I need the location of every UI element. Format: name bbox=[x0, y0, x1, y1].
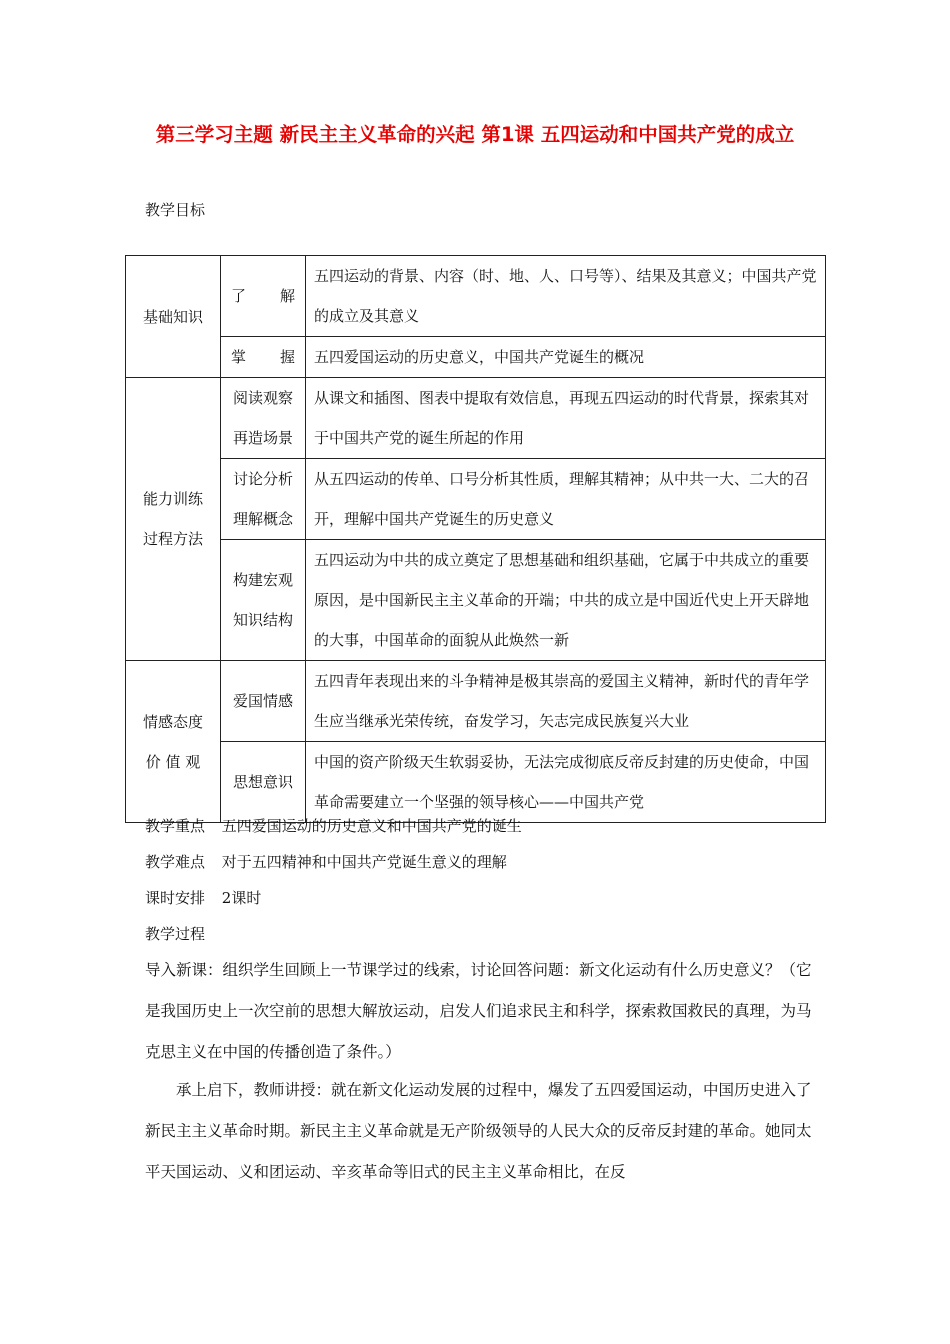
lecture-paragraph: 承上启下，教师讲授：就在新文化运动发展的过程中，爆发了五四爱国运动，中国历史进入了新民主主义革命时期。新民主主义革命就是无产阶级领导的人民大众的反帝反封建的革命。她同太平天国运动、义和团运动、辛亥革命等旧式的民主主义革命相比，在反 bbox=[145, 1081, 812, 1181]
category-basic: 基础知识 bbox=[126, 256, 221, 378]
schedule-label: 课时安排 bbox=[145, 889, 206, 907]
lesson-title: 第三学习主题 新民主主义革命的兴起 第1课 五四运动和中国共产党的成立 bbox=[155, 123, 795, 146]
schedule-line bbox=[145, 888, 261, 908]
difficult-point-text: 对于五四精神和中国共产党诞生意义的理解 bbox=[221, 853, 507, 871]
content-understand: 五四运动的背景、内容（时、地、人、口号等）、结果及其意义；中国共产党的成立及其意义 bbox=[306, 256, 826, 337]
table-row bbox=[126, 661, 826, 742]
content-patriotism: 五四青年表现出来的斗争精神是极其崇高的爱国主义精神，新时代的青年学生应当继承光荣传统，奋发学习，矢志完成民族复兴大业 bbox=[306, 661, 826, 742]
table-row bbox=[126, 742, 826, 823]
schedule-text: 2课时 bbox=[221, 889, 262, 907]
label-understand: 了 解 bbox=[221, 256, 306, 337]
key-point-line bbox=[145, 816, 522, 836]
content-knowledge-structure: 五四运动为中共的成立奠定了思想基础和组织基础，它属于中共成立的重要原因，是中国新民主主义革命的开端；中共的成立是中国近代史上开天辟地的大事，中国革命的面貌从此焕然一新 bbox=[306, 540, 826, 661]
label-ideology: 思想意识 bbox=[221, 742, 306, 823]
table-row bbox=[126, 378, 826, 459]
key-point-text: 五四爱国运动的历史意义和中国共产党的诞生 bbox=[221, 817, 522, 835]
table-row bbox=[126, 337, 826, 378]
label-discussion-analysis: 讨论分析 理解概念 bbox=[221, 459, 306, 540]
label-reading-observation: 阅读观察 再造场景 bbox=[221, 378, 306, 459]
label-knowledge-structure: 构建宏观 知识结构 bbox=[221, 540, 306, 661]
label-patriotism: 爱国情感 bbox=[221, 661, 306, 742]
table-row bbox=[126, 540, 826, 661]
table-row bbox=[126, 256, 826, 337]
table-row bbox=[126, 459, 826, 540]
objectives-table bbox=[125, 255, 826, 823]
label-master: 掌 握 bbox=[221, 337, 306, 378]
objectives-label: 教学目标 bbox=[145, 201, 206, 219]
content-master: 五四爱国运动的历史意义，中国共产党诞生的概况 bbox=[306, 337, 826, 378]
content-discussion-analysis: 从五四运动的传单、口号分析其性质，理解其精神；从中共一大、二大的召开，理解中国共产党诞生的历史意义 bbox=[306, 459, 826, 540]
content-reading-observation: 从课文和插图、图表中提取有效信息，再现五四运动的时代背景，探索其对于中国共产党的诞生所起的作用 bbox=[306, 378, 826, 459]
category-ability: 能力训练 过程方法 bbox=[126, 378, 221, 661]
category-emotion: 情感态度 价 值 观 bbox=[126, 661, 221, 823]
difficult-point-line bbox=[145, 852, 507, 872]
key-point-label: 教学重点 bbox=[145, 817, 206, 835]
difficult-point-label: 教学难点 bbox=[145, 853, 206, 871]
process-label: 教学过程 bbox=[145, 925, 206, 943]
intro-paragraph: 导入新课：组织学生回顾上一节课学过的线索，讨论回答问题：新文化运动有什么历史意义？（它是我国历史上一次空前的思想大解放运动，启发人们追求民主和科学，探索救国救民的真理，为马克思主义在中国的传播创造了条件。） bbox=[145, 961, 812, 1061]
content-ideology: 中国的资产阶级天生软弱妥协，无法完成彻底反帝反封建的历史使命，中国革命需要建立一个坚强的领导核心——中国共产党 bbox=[306, 742, 826, 823]
